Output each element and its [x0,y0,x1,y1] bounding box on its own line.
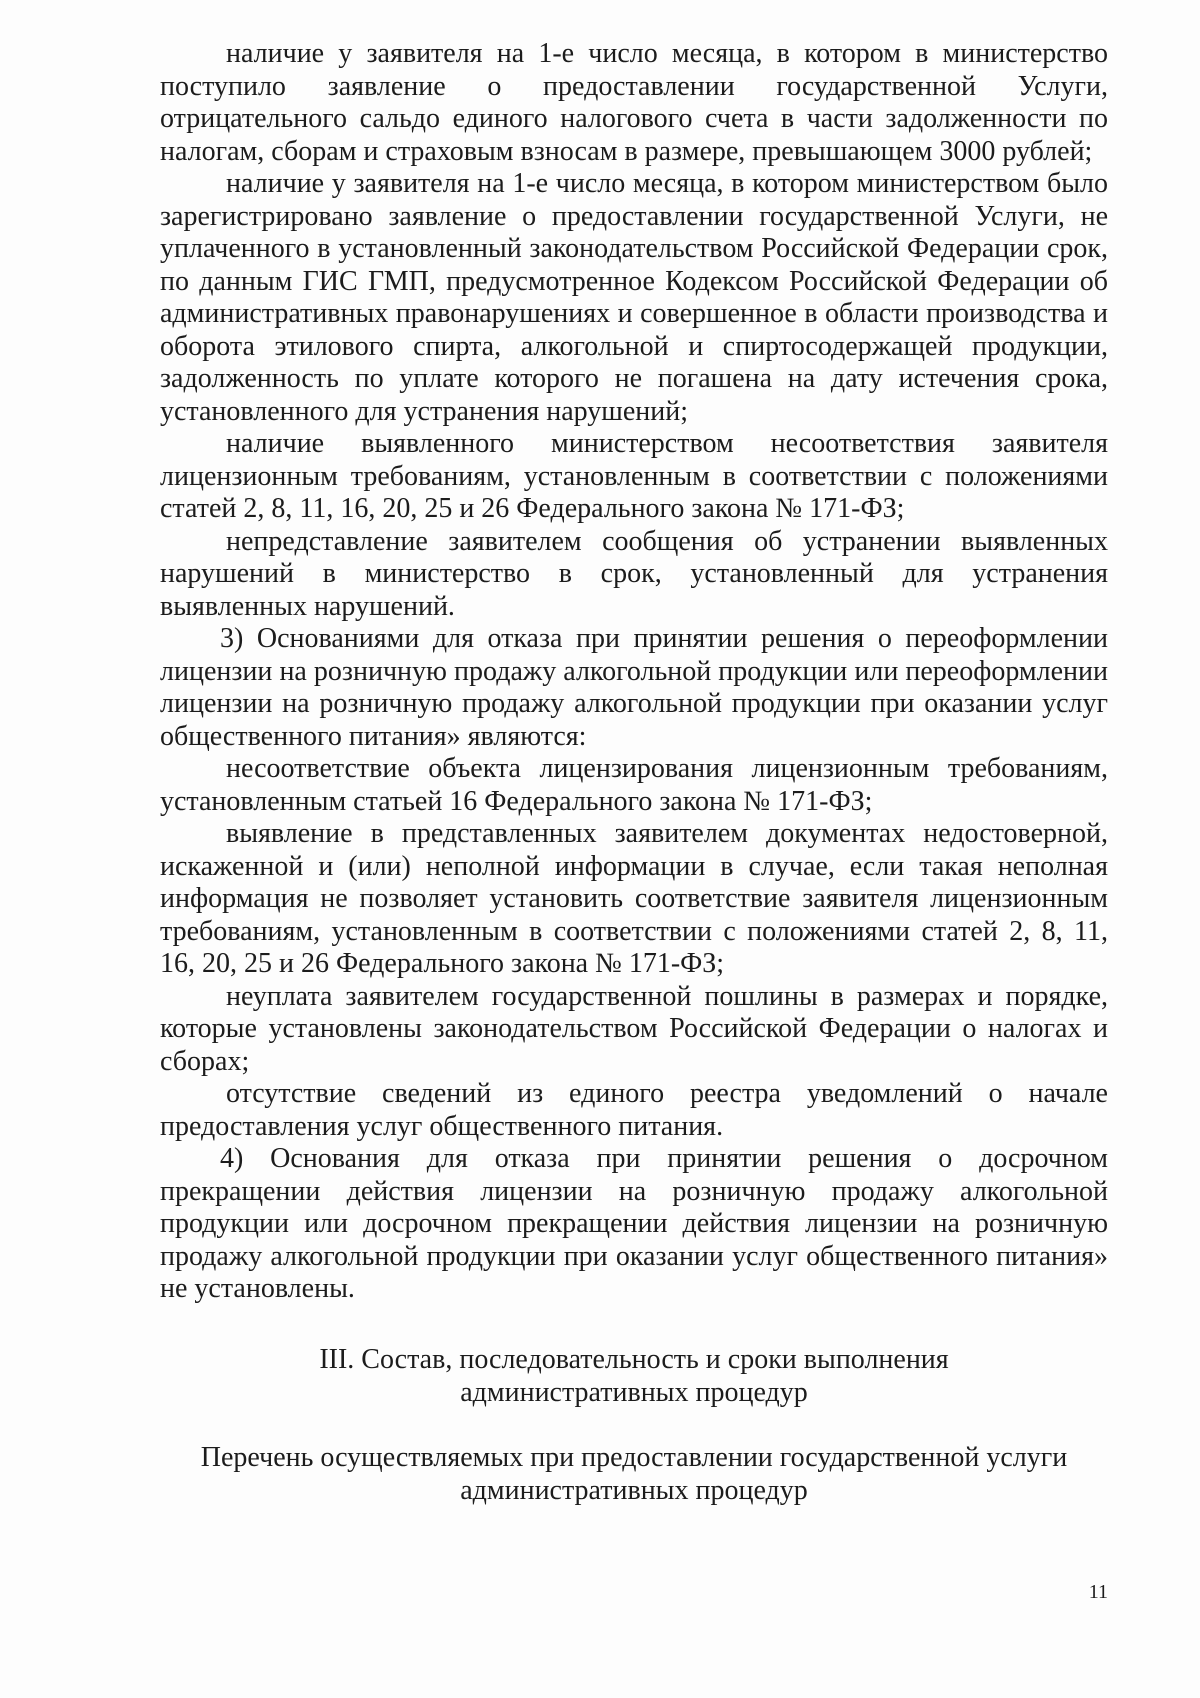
paragraph-noncompliance: наличие выявленного министерством несоответствия заявителя лицензионным требованиям, установленным в соответствии с положениями статей 2, 8, 11, 16, 20, 25 и 26 Федерального закона № 171-ФЗ; [160,428,1108,524]
paragraph-unpaid-fine: наличие у заявителя на 1-е число месяца, в котором министерством было зарегистрировано заявление о предоставлении государственной Услуги, не уплаченного в установленный законодательством Российской Федерации срок, по данным ГИС ГМП, предусмотренное Кодексом Российской Федерации об административных правонарушениях и совершенное в области производства и оборота этилового спирта, алкогольной и спиртосодержащей продукции, задолженность по уплате которого не погашена на дату истечения срока, установленного для устранения нарушений; [160,168,1108,427]
paragraph-item-4: 4) Основания для отказа при принятии решения о досрочном прекращении действия лицензии на розничную продажу алкогольной продукции или досрочном прекращении действия лицензии на розничную продажу алкогольной продукции при оказании услуг общественного питания» не установлены. [160,1143,1108,1304]
paragraph-object-noncompliance: несоответствие объекта лицензирования лицензионным требованиям, установленным статьей 16 Федерального закона № 171-ФЗ; [160,753,1108,817]
section-heading-line-1: III. Состав, последовательность и сроки выполнения [319,1344,949,1375]
list-heading-line-1: Перечень осуществляемых при предоставлении государственной услуги [200,1442,1068,1473]
paragraph-no-registry: отсутствие сведений из единого реестра уведомлений о начале предоставления услуг общественного питания. [160,1078,1108,1142]
paragraph-unpaid-duty: неуплата заявителем государственной пошлины в размерах и порядке, которые установлены законодательством Российской Федерации о налогах и сборах; [160,980,1108,1077]
section-heading-line-2: административных процедур [460,1377,808,1408]
document-body [160,38,1108,1306]
paragraph-false-info: выявление в представленных заявителем документах недостоверной, искаженной и (или) неполной информации в случае, если такая неполная информация не позволяет установить соответствие заявителя лицензионным требованиям, установленным в соответствии с положениями статей 2, 8, 11, 16, 20, 25 и 26 Федерального закона № 171-ФЗ; [160,818,1108,979]
paragraph-negative-balance: наличие у заявителя на 1-е число месяца, в котором в министерство поступило заявление о предоставлении государственной Услуги, отрицательного сальдо единого налогового счета в части задолженности по налогам, сборам и страховым взносам в размере, превышающем 3000 рублей; [160,38,1108,167]
list-heading-line-2: административных процедур [460,1475,808,1506]
page-number: 11 [1088,1581,1108,1603]
list-heading [160,1441,1108,1507]
section-heading [160,1343,1108,1409]
paragraph-item-3: 3) Основаниями для отказа при принятии решения о переоформлении лицензии на розничную продажу алкогольной продукции или переоформлении лицензии на розничную продажу алкогольной продукции при оказании услуг общественного питания» являются: [160,623,1108,752]
paragraph-no-report: непредставление заявителем сообщения об устранении выявленных нарушений в министерство в срок, установленный для устранения выявленных нарушений. [160,525,1108,622]
